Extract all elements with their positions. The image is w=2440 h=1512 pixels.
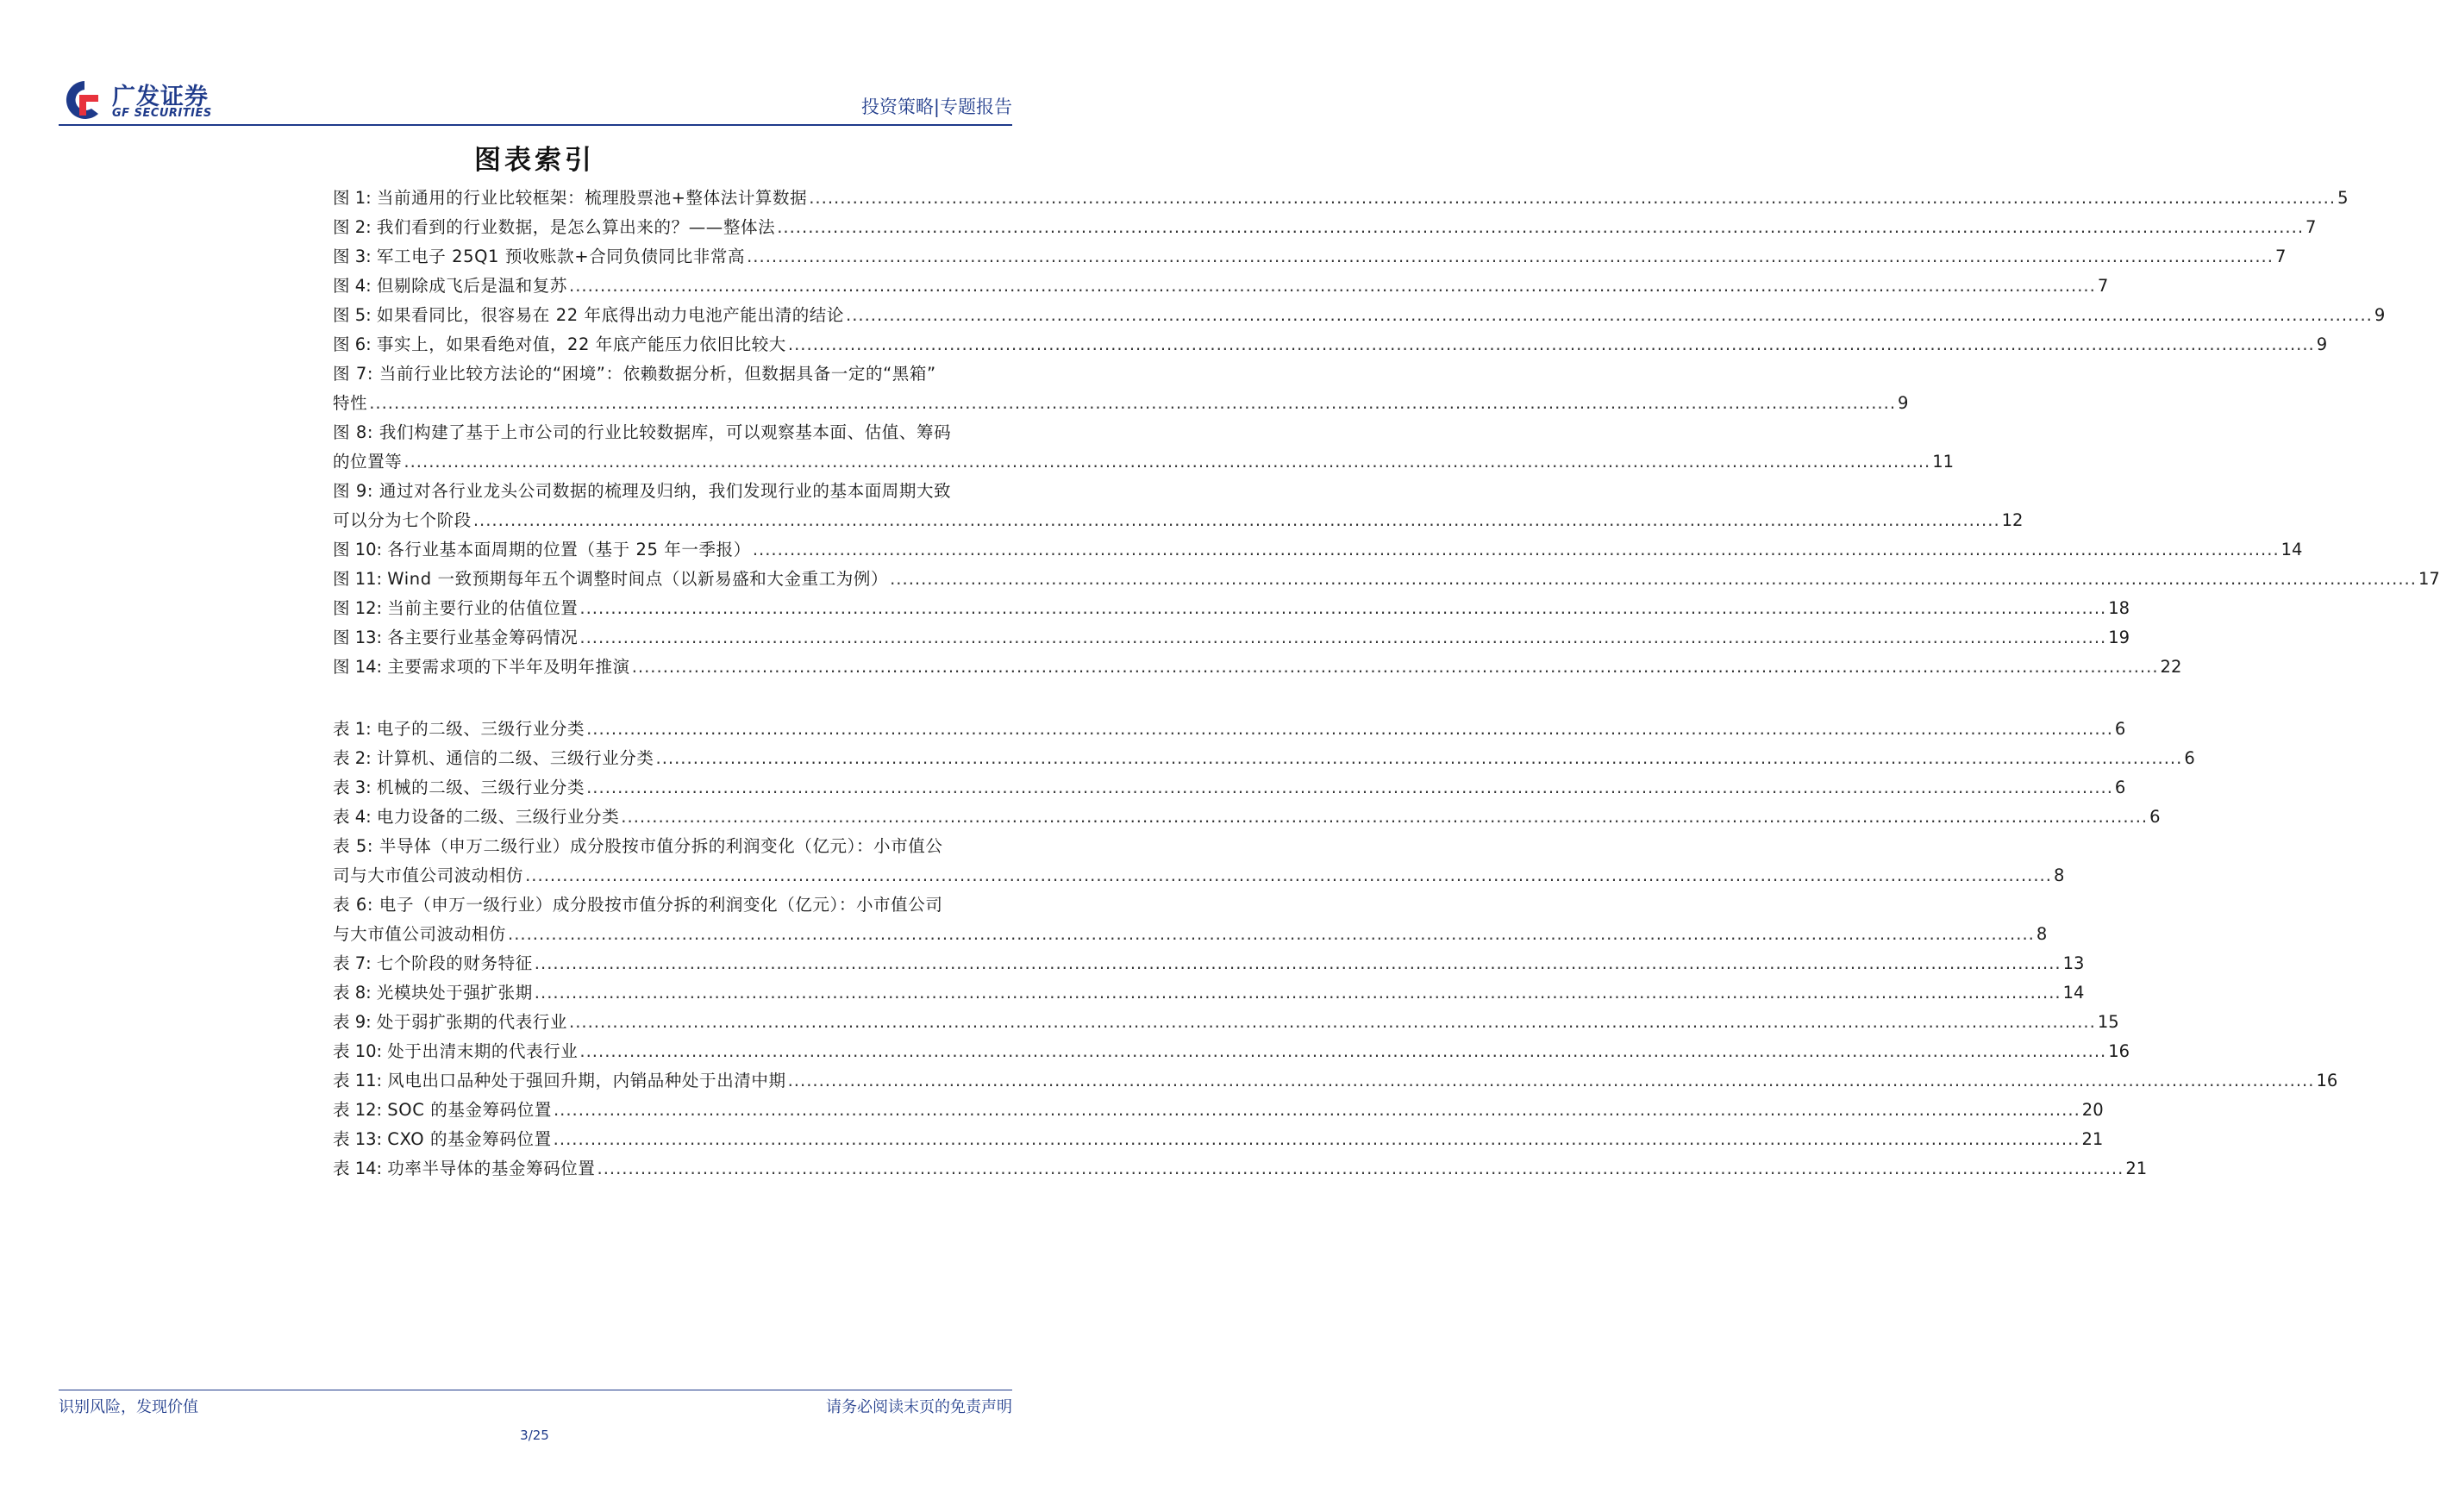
- entry-label: 表 7:: [333, 953, 372, 973]
- entry-title: 通过对各行业龙头公司数据的梳理及归纳，我们发现行业的基本面周期大致: [379, 481, 952, 501]
- entry-page-number: 19: [2108, 628, 2130, 647]
- dot-leader: [369, 389, 1896, 418]
- dot-leader: [525, 861, 2052, 890]
- entry-page-number: 14: [2062, 983, 2085, 1003]
- dot-leader: [656, 744, 2183, 773]
- figure-index-entry[interactable]: [333, 623, 2130, 653]
- entry-page-number: 20: [2081, 1100, 2104, 1120]
- dot-leader: [586, 773, 2113, 803]
- entry-label: 表 1:: [333, 719, 372, 739]
- table-index-entry[interactable]: [333, 715, 2126, 744]
- entry-title: 功率半导体的基金筹码位置: [387, 1159, 596, 1178]
- entry-title: 风电出口品种处于强回升期，内销品种处于出清中期: [387, 1071, 786, 1090]
- entry-page-number: 9: [2316, 334, 2328, 354]
- footer-disclaimer: 请务必阅读末页的免责声明: [826, 1398, 1012, 1416]
- dot-leader: [621, 803, 2148, 832]
- figure-index-entry[interactable]: [333, 653, 2182, 682]
- entry-title: 但剔除成飞后是温和复苏: [376, 276, 567, 296]
- entry-label: 图 10:: [333, 540, 383, 559]
- entry-label: 表 11:: [333, 1071, 383, 1090]
- entry-title-continued: 可以分为七个阶段: [333, 510, 472, 530]
- entry-title-continued: 司与大市值公司波动相仿: [333, 865, 524, 885]
- dot-leader: [535, 949, 2061, 978]
- entry-label: 表 5:: [333, 836, 374, 856]
- entry-title-continued: 与大市值公司波动相仿: [333, 924, 507, 944]
- table-index-entry[interactable]: [333, 1096, 2104, 1125]
- table-index-entry[interactable]: [333, 832, 2065, 890]
- figure-index-entry-first-line: [333, 418, 1014, 447]
- entry-page-number: 18: [2108, 598, 2130, 618]
- table-index-list: [333, 715, 2338, 1184]
- entry-label: 图 6:: [333, 334, 372, 354]
- entry-label: 图 5:: [333, 305, 372, 325]
- entry-page-number: 6: [2149, 807, 2161, 827]
- entry-page-number: 9: [2374, 305, 2386, 325]
- entry-label: 表 3:: [333, 778, 372, 797]
- figure-index-entry[interactable]: [333, 535, 2303, 565]
- entry-page-number: 15: [2097, 1012, 2119, 1032]
- entry-title-continued: 特性: [333, 393, 368, 413]
- dot-leader: [597, 1154, 2124, 1184]
- dot-leader: [569, 272, 2096, 301]
- entry-title: 我们看到的行业数据，是怎么算出来的？——整体法: [376, 217, 776, 237]
- footer-slogan: 识别风险，发现价值: [59, 1398, 198, 1416]
- entry-page-number: 11: [1932, 452, 1955, 472]
- entry-title: SOC 的基金筹码位置: [387, 1100, 552, 1120]
- dot-leader: [508, 920, 2035, 949]
- entry-label: 图 2:: [333, 217, 372, 237]
- entry-title: 各行业基本面周期的位置（基于 25 年一季报）: [387, 540, 751, 559]
- entry-page-number: 7: [2097, 276, 2109, 296]
- entry-label: 表 9:: [333, 1012, 372, 1032]
- entry-label: 图 14:: [333, 657, 383, 677]
- entry-page-number: 7: [2274, 247, 2287, 266]
- entry-page-number: 6: [2114, 778, 2126, 797]
- entry-page-number: 8: [2053, 865, 2065, 885]
- entry-page-number: 9: [1898, 393, 1909, 413]
- figure-index-entry[interactable]: [333, 213, 2317, 242]
- entry-page-number: 21: [2081, 1129, 2104, 1149]
- entry-title: 七个阶段的财务特征: [376, 953, 533, 973]
- company-logo: [59, 76, 257, 124]
- entry-title: Wind 一致预期每年五个调整时间点（以新易盛和大金重工为例）: [387, 569, 889, 589]
- entry-title: 电子的二级、三级行业分类: [376, 719, 585, 739]
- entry-page-number: 21: [2125, 1159, 2148, 1178]
- entry-label: 图 9:: [333, 481, 374, 501]
- dot-leader: [632, 653, 2159, 682]
- entry-page-number: 13: [2062, 953, 2085, 973]
- dot-leader: [890, 565, 2417, 594]
- entry-title: 光模块处于强扩张期: [376, 983, 533, 1003]
- table-index-entry[interactable]: [333, 1008, 2119, 1037]
- table-index-entry[interactable]: [333, 890, 2048, 949]
- entry-title: 机械的二级、三级行业分类: [376, 778, 585, 797]
- figure-index-entry[interactable]: [333, 418, 1955, 477]
- entry-title: 电子（申万一级行业）成分股按市值分拆的利润变化（亿元）：小市值公司: [379, 895, 943, 915]
- logo-english-name: GF SECURITIES: [112, 107, 212, 120]
- table-index-entry[interactable]: [333, 803, 2161, 832]
- table-index-entry[interactable]: [333, 1037, 2130, 1066]
- entry-page-number: 16: [2108, 1041, 2130, 1061]
- dot-leader: [579, 623, 2106, 653]
- entry-title: 处于弱扩张期的代表行业: [376, 1012, 567, 1032]
- entry-label: 图 13:: [333, 628, 383, 647]
- dot-leader: [579, 1037, 2106, 1066]
- entry-page-number: 7: [2305, 217, 2317, 237]
- entry-title: 计算机、通信的二级、三级行业分类: [376, 748, 654, 768]
- entry-label: 表 2:: [333, 748, 372, 768]
- entry-title: 我们构建了基于上市公司的行业比较数据库，可以观察基本面、估值、筹码: [379, 422, 952, 442]
- entry-label: 图 8:: [333, 422, 374, 442]
- entry-page-number: 6: [2114, 719, 2126, 739]
- figure-index-list: [333, 184, 2440, 682]
- entry-title: 电力设备的二级、三级行业分类: [376, 807, 620, 827]
- header-divider: [59, 124, 1012, 126]
- dot-leader: [554, 1096, 2080, 1125]
- entry-label: 图 11:: [333, 569, 383, 589]
- page-title: 图表索引: [474, 145, 595, 176]
- figure-index-entry-first-line: [333, 359, 1014, 389]
- entry-label: 表 10:: [333, 1041, 383, 1061]
- entry-title: 如果看同比，很容易在 22 年底得出动力电池产能出清的结论: [376, 305, 845, 325]
- dot-leader: [777, 213, 2304, 242]
- figure-index-entry[interactable]: [333, 301, 2386, 330]
- dot-leader: [809, 184, 2336, 213]
- dot-leader: [586, 715, 2113, 744]
- entry-title: 事实上，如果看绝对值，22 年底产能压力依旧比较大: [376, 334, 786, 354]
- entry-label: 图 7:: [333, 364, 374, 384]
- page-number: 3/25: [520, 1428, 549, 1443]
- entry-label: 图 3:: [333, 247, 372, 266]
- table-index-entry[interactable]: [333, 978, 2085, 1008]
- table-index-entry[interactable]: [333, 744, 2195, 773]
- table-index-entry-first-line: [333, 832, 1014, 861]
- dot-leader: [788, 1066, 2315, 1096]
- entry-title: CXO 的基金筹码位置: [387, 1129, 552, 1149]
- table-index-entry-first-line: [333, 890, 1014, 920]
- figure-index-entry[interactable]: [333, 272, 2109, 301]
- figure-index-entry[interactable]: [333, 330, 2328, 359]
- dot-leader: [554, 1125, 2080, 1154]
- figure-index-entry-first-line: [333, 477, 1014, 506]
- entry-page-number: 16: [2316, 1071, 2338, 1090]
- figure-index-entry[interactable]: [333, 184, 2349, 213]
- table-index-entry[interactable]: [333, 1125, 2104, 1154]
- figure-index-entry[interactable]: [333, 477, 2024, 535]
- entry-label: 图 4:: [333, 276, 372, 296]
- entry-label: 图 12:: [333, 598, 383, 618]
- page-header: [59, 76, 1012, 124]
- entry-title: 各主要行业基金筹码情况: [387, 628, 579, 647]
- logo-chinese-name: 广发证券: [112, 84, 209, 110]
- entry-title: 半导体（申万二级行业）成分股按市值分拆的利润变化（亿元）：小市值公: [379, 836, 943, 856]
- figure-index-entry[interactable]: [333, 359, 1909, 418]
- table-index-entry[interactable]: [333, 1066, 2338, 1096]
- gf-logo-icon: [59, 76, 107, 124]
- figure-index-entry[interactable]: [333, 565, 2440, 594]
- entry-title: 当前行业比较方法论的“困境”：依赖数据分析，但数据具备一定的“黑箱”: [379, 364, 936, 384]
- entry-label: 图 1:: [333, 188, 372, 208]
- entry-label: 表 6:: [333, 895, 374, 915]
- report-category: 投资策略|专题报告: [860, 97, 1012, 117]
- dot-leader: [753, 535, 2280, 565]
- entry-page-number: 5: [2337, 188, 2349, 208]
- entry-title-continued: 的位置等: [333, 452, 403, 472]
- table-index-entry[interactable]: [333, 1154, 2148, 1184]
- dot-leader: [404, 447, 1930, 477]
- entry-title: 处于出清末期的代表行业: [387, 1041, 579, 1061]
- dot-leader: [788, 330, 2315, 359]
- entry-title: 当前主要行业的估值位置: [387, 598, 579, 618]
- dot-leader: [747, 242, 2274, 272]
- entry-page-number: 12: [2001, 510, 2024, 530]
- entry-title: 当前通用的行业比较框架：梳理股票池+整体法计算数据: [376, 188, 808, 208]
- table-index-entry[interactable]: [333, 949, 2085, 978]
- entry-page-number: 14: [2280, 540, 2303, 559]
- entry-title: 军工电子 25Q1 预收账款+合同负债同比非常高: [376, 247, 746, 266]
- entry-label: 表 14:: [333, 1159, 383, 1178]
- dot-leader: [535, 978, 2061, 1008]
- entry-label: 表 4:: [333, 807, 372, 827]
- dot-leader: [846, 301, 2373, 330]
- entry-label: 表 8:: [333, 983, 372, 1003]
- figure-index-entry[interactable]: [333, 594, 2130, 623]
- table-index-entry[interactable]: [333, 773, 2126, 803]
- dot-leader: [569, 1008, 2096, 1037]
- entry-label: 表 12:: [333, 1100, 383, 1120]
- entry-title: 主要需求项的下半年及明年推演: [387, 657, 630, 677]
- entry-page-number: 17: [2418, 569, 2440, 589]
- entry-page-number: 6: [2184, 748, 2195, 768]
- dot-leader: [473, 506, 2000, 535]
- figure-index-entry[interactable]: [333, 242, 2287, 272]
- dot-leader: [579, 594, 2106, 623]
- entry-page-number: 22: [2160, 657, 2182, 677]
- entry-label: 表 13:: [333, 1129, 383, 1149]
- entry-page-number: 8: [2036, 924, 2048, 944]
